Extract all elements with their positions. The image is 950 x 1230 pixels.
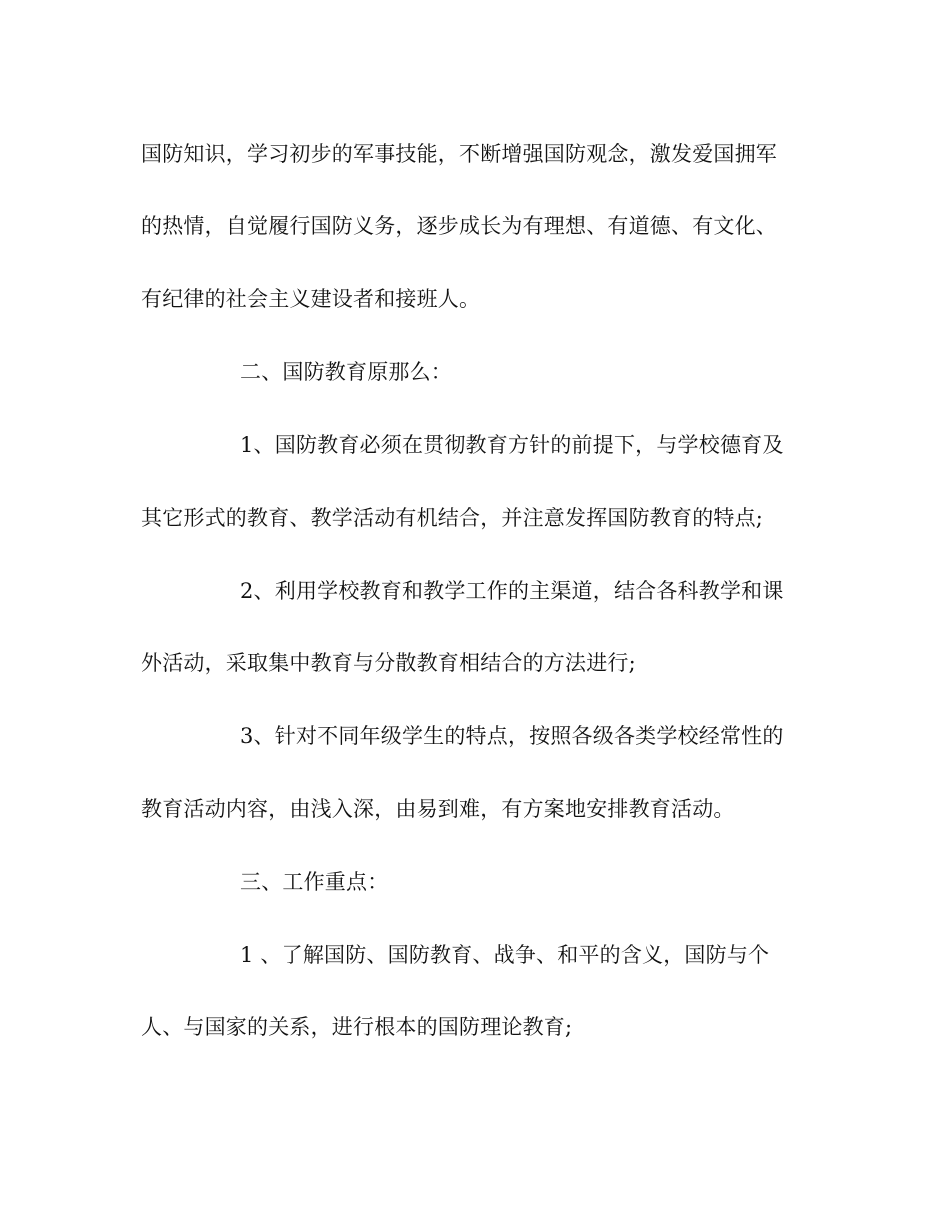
paragraph-line: 国防知识，学习初步的军事技能，不断增强国防观念，激发爱国拥军 <box>141 142 777 166</box>
list-item-line: 人、与国家的关系，进行根本的国防理论教育; <box>141 1015 573 1039</box>
section-heading: 三、工作重点： <box>240 870 389 894</box>
paragraph-line: 的热情，自觉履行国防义务，逐步成长为有理想、有道德、有文化、 <box>141 214 777 238</box>
list-item-line: 其它形式的教育、教学活动有机结合，并注意发挥国防教育的特点; <box>141 506 764 530</box>
list-item-line: 1、国防教育必须在贯彻教育方针的前提下，与学校德育及 <box>240 433 784 457</box>
list-item-line: 教育活动内容，由浅入深，由易到难，有方案地安排教育活动。 <box>141 797 735 821</box>
list-item-line: 3、针对不同年级学生的特点，按照各级各类学校经常性的 <box>240 724 784 748</box>
section-heading: 二、国防教育原那么： <box>240 360 452 384</box>
list-item-line: 2、利用学校教育和教学工作的主渠道，结合各科教学和课 <box>240 579 784 603</box>
list-item-line: 外活动，采取集中教育与分散教育相结合的方法进行; <box>141 651 636 675</box>
list-item-line: 1 、了解国防、国防教育、战争、和平的含义，国防与个 <box>240 943 770 967</box>
paragraph-line: 有纪律的社会主义建设者和接班人。 <box>141 287 481 311</box>
